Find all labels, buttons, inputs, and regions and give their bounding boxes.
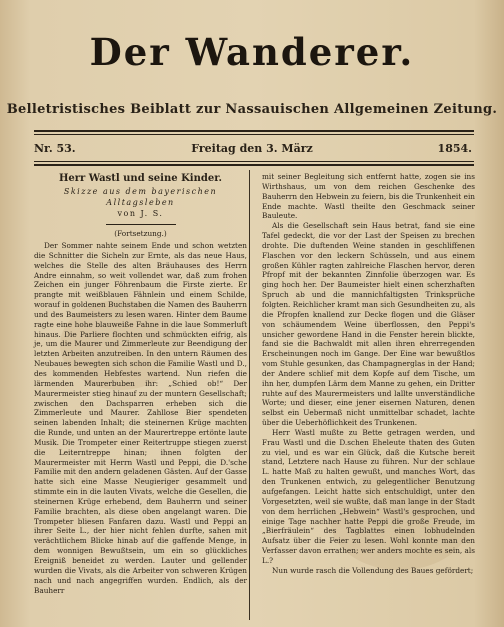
story-paragraph: Der Sommer nahte seinem Ende und schon wetzten die Schnitter die Sicheln zur Ernte, als das neue Haus, welches die Stelle des alten Bräuhauses des Herrn Andre einnahm, so weit vollendet war, daß zum frohen Zeichen ein junger Föhrenbaum die Firste zierte. Er prangte mit weißblauen Fähnlein und einem Schilde, worauf in goldenen Buchstaben die Namen des Bauherrn und des Baumeisters zu lesen waren. Hinter dem Baume ragte eine hohe blauweiße Fahne in die laue Sommerluft hinaus. Die Parliere flochten und schmückten eifrig, als je, um die Maurer und Zimmerleute zur Beendigung der letzten Arbeiten anzutreiben. In den untern Räumen des Neubaues bewegten sich schon die Familie Wastl und D., des kommenden Hebfestes wartend. Nun riefen die lärmenden Maurerbuben ihr: „Schied ob!“ Der Maurermeister stieg hinauf zu der muntern Gesellschaft; zwischen den Dachsparren erheben sich die Zimmerleute und Maurer. Zahllose Bier spendeten seinen labenden Inhalt; die steinernen Krüge machten die Runde, und unten an der Maurertreppe ertönte laute Musik. Die Trompeter einer Reitertruppe stiegen zuerst die Leiterntreppe hinan; ihnen folgten der Maurermeister mit Herrn Wastl und Peppi, die D.'sche Familie mit den andern geladenen Gästen. Auf der Gasse hatte sich eine Masse Neugieriger gesammelt und stimmte ein in die lauten Vivats, welche die Gesellen, die steinernen Krüge erhebend, dem Bauherrn und seiner Familie brachten, als diese oben angelangt waren. Die Trompeter bliesen Fanfaren dazu. Wastl und Peppi an ihrer Seite L., der hier nicht fehlen durfte, sahen mit verächtlichem Blicke hinab auf die gaffende Menge, in dem wonnigen Bewußtsein, um ein so glückliches Ereigniß beneidet zu werden. Lauter und gellender wurden die Vivats, als die Arbeiter von schweren Krügen nach und nach angegriffen wurden. Endlich, als der Bauherr [34,241,247,595]
issue-year: 1854. [437,142,472,155]
story-title: Herr Wastl und seine Kinder. [58,173,223,184]
masthead-title: Der Wanderer. [89,30,415,74]
column-divider [249,170,250,620]
header-rule [34,134,474,135]
right-column [262,172,475,576]
story-paragraph: Als die Gesellschaft sein Haus betrat, fand sie eine Tafel gedeckt, die vor der Last der Speisen zu brechen drohte. Die duftenden Weine standen in geschliffenen Flaschen vor den leckern Schüsseln, und aus einem großen Kühler ragten zahlreiche Flaschen hervor, deren Pfropf mit der bekannten Zinnfolie überzogen war. Es ging hoch her. Der Baumeister hielt einen scherzhaften Spruch ab und die mannichfaltigsten Trinksprüche folgten. Reichlicher kramt man sich Gesundheiten zu, als die Pfropfen knallend zur Decke flogen und die Gläser von schäumendem Weine überflossen, den Peppi's unsicher gewordene Hand in die Fenster herein blickte, fand sie die Bachwaldt mit allen ihren ehrerregenden Erscheinungen noch im Gange. Der Eine war bewußtlos vom Stuhle gesunken, das Champagnerglas in der Hand; der Andere schlief mit dem Kopfe auf dem Tische, um ihn her, dumpfen Lärm dem Manne zu gehen, ein Dritter ruhte auf des Maurermeisters und lallte unverständliche Worte; und dieser, eine jener eisernen Naturen, denen selbst ein Uebermaß nicht unmittelbar schadet, lachte über die Ueberhöflichkeit des Trunkenen. [262,221,475,428]
header-rule [34,164,474,166]
story-paragraph: Nun wurde rasch die Vollendung des Baues gefördert; [272,565,474,575]
story-paragraph: Herr Wastl mußte zu Bette getragen werden, und Frau Wastl und die D.schen Eheleute thaten des Guten zu viel, und es war ein Glück, daß die Kutsche bereit stand, Letztere nach Hause zu führen. Nur der schlaue L. hatte Maß zu halten gewußt, und manches Wort, das den Trunkenen entwich, zu gelegentlicher Benutzung aufgefangen. Leicht hatte sich entschuldigt, unter den Vorgesetzten, weil sie wußte, daß man lange in der Stadt von dem herrlichen „Hebwein“ Wastl's gesprochen, und einige Tage nachher hatte Peppi die große Freude, im „Bierfräulein“ des Tagblattes einen lobhudelnden Aufsatz über die Feier zu lesen. Wohl konnte man den Verfasser davon errathen; wer anders mochte es sein, als L.? [262,427,475,565]
story-author: von J. S. [117,209,164,218]
continuation-note: (Fortsetzung.) [114,229,167,238]
issue-number: Nr. 53. [34,142,76,155]
header-rule [34,161,474,162]
header-rule [34,130,474,132]
story-subtitle: Skizze aus dem bayerischen Alltagsleben [63,187,218,207]
masthead-subtitle: Belletristisches Beiblatt zur Nassauischen Allgemeinen Zeitung. [6,102,498,117]
story-paragraph: mit seiner Begleitung sich entfernt hatte, zogen sie ins Wirthshaus, um von dem reichen Geschenke des Bauherrn den Hebwein zu feiern, bis die Trunkenheit ein Ende machte. Wastl theilte den Geschmack seiner Bauleute. [262,172,475,221]
issue-date: Freitag den 3. März [191,142,313,155]
left-column [34,172,247,595]
title-rule [106,224,176,225]
